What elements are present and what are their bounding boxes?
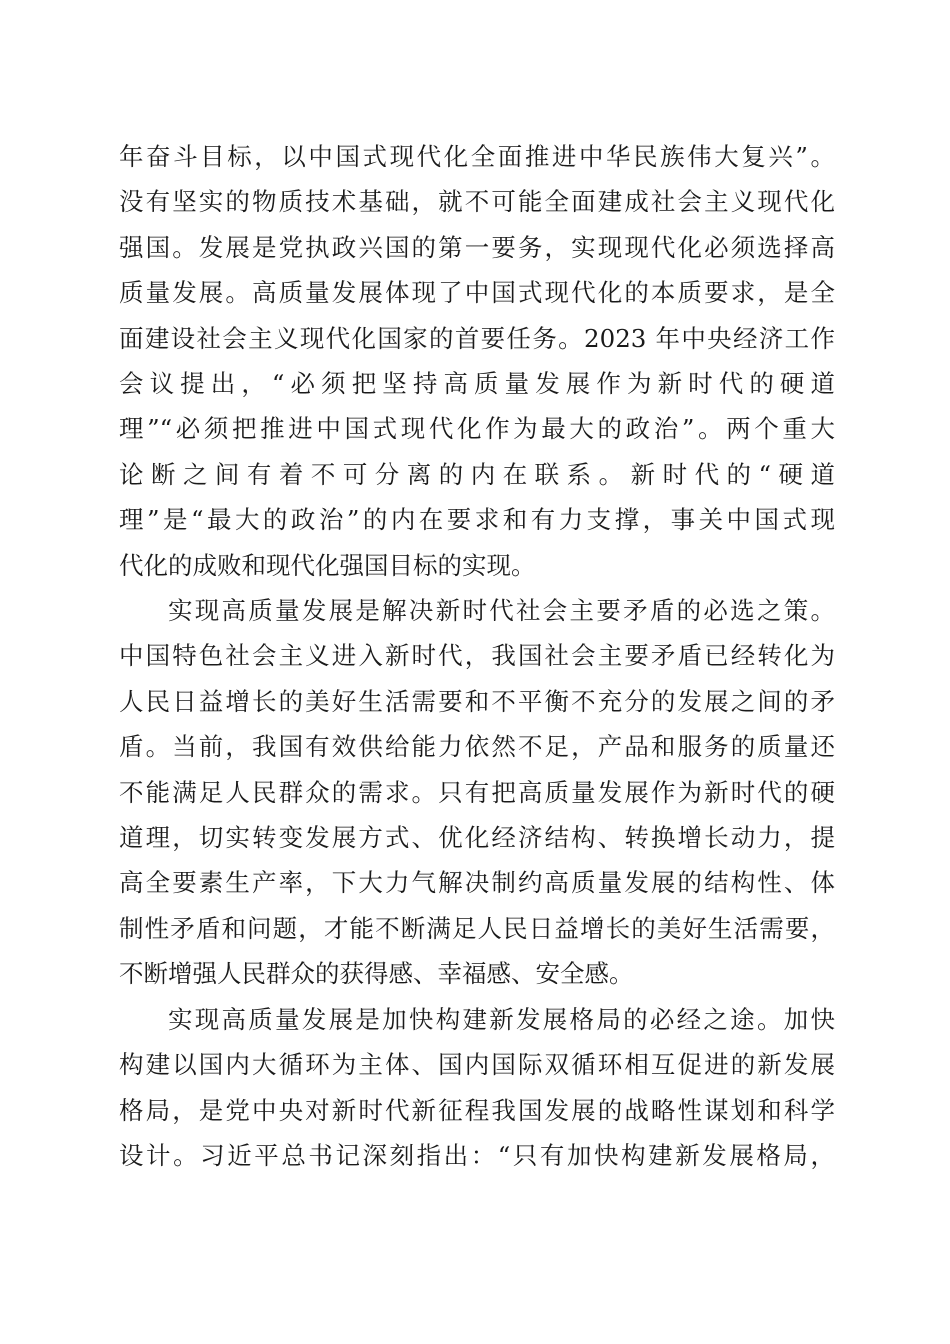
paragraph-line: 中国特色社会主义进入新时代，我国社会主要矛盾已经转化为 xyxy=(119,641,835,671)
paragraph-3 xyxy=(119,997,835,1179)
paragraph-line: 代化的成败和现代化强国目标的实现。 xyxy=(119,550,536,580)
paragraph-line: 盾。当前，我国有效供给能力依然不足，产品和服务的质量还 xyxy=(119,732,835,762)
paragraph-line: 年奋斗目标，以中国式现代化全面推进中华民族伟大复兴”。 xyxy=(119,142,835,171)
paragraph-line: 制性矛盾和问题，才能不断满足人民日益增长的美好生活需要， xyxy=(119,913,835,943)
paragraph-line: 道理，切实转变发展方式、优化经济结构、转换增长动力，提 xyxy=(119,822,835,852)
paragraph-1 xyxy=(119,134,835,588)
paragraph-line: 不能满足人民群众的需求。只有把高质量发展作为新时代的硬 xyxy=(119,777,835,807)
paragraph-line: 论断之间有着不可分离的内在联系。新时代的“硬道 xyxy=(119,459,835,489)
paragraph-line: 理”“必须把推进中国式现代化作为最大的政治”。两个重大 xyxy=(119,414,835,444)
paragraph-line: 没有坚实的物质技术基础，就不可能全面建成社会主义现代化 xyxy=(119,187,835,217)
paragraph-line: 实现高质量发展是解决新时代社会主要矛盾的必选之策。 xyxy=(168,596,835,625)
paragraph-line: 会议提出，“必须把坚持高质量发展作为新时代的硬道 xyxy=(119,368,835,398)
paragraph-line: 人民日益增长的美好生活需要和不平衡不充分的发展之间的矛 xyxy=(119,686,835,716)
paragraph-2 xyxy=(119,588,835,997)
paragraph-line: 设计。习近平总书记深刻指出：“只有加快构建新发展格局， xyxy=(119,1141,835,1171)
paragraph-line: 不断增强人民群众的获得感、幸福感、安全感。 xyxy=(119,959,634,989)
paragraph-line: 实现高质量发展是加快构建新发展格局的必经之途。加快 xyxy=(168,1005,835,1034)
paragraph-line: 强国。发展是党执政兴国的第一要务，实现现代化必须选择高 xyxy=(119,232,835,262)
paragraph-line: 格局，是党中央对新时代新征程我国发展的战略性谋划和科学 xyxy=(119,1095,835,1125)
paragraph-line: 高全要素生产率，下大力气解决制约高质量发展的结构性、体 xyxy=(119,868,835,898)
paragraph-line: 质量发展。高质量发展体现了中国式现代化的本质要求，是全 xyxy=(119,278,835,308)
paragraph-line: 面建设社会主义现代化国家的首要任务。2023 年中央经济工作 xyxy=(119,323,835,353)
paragraph-line: 构建以国内大循环为主体、国内国际双循环相互促进的新发展 xyxy=(119,1050,835,1080)
paragraph-line: 理”是“最大的政治”的内在要求和有力支撑，事关中国式现 xyxy=(119,505,835,535)
